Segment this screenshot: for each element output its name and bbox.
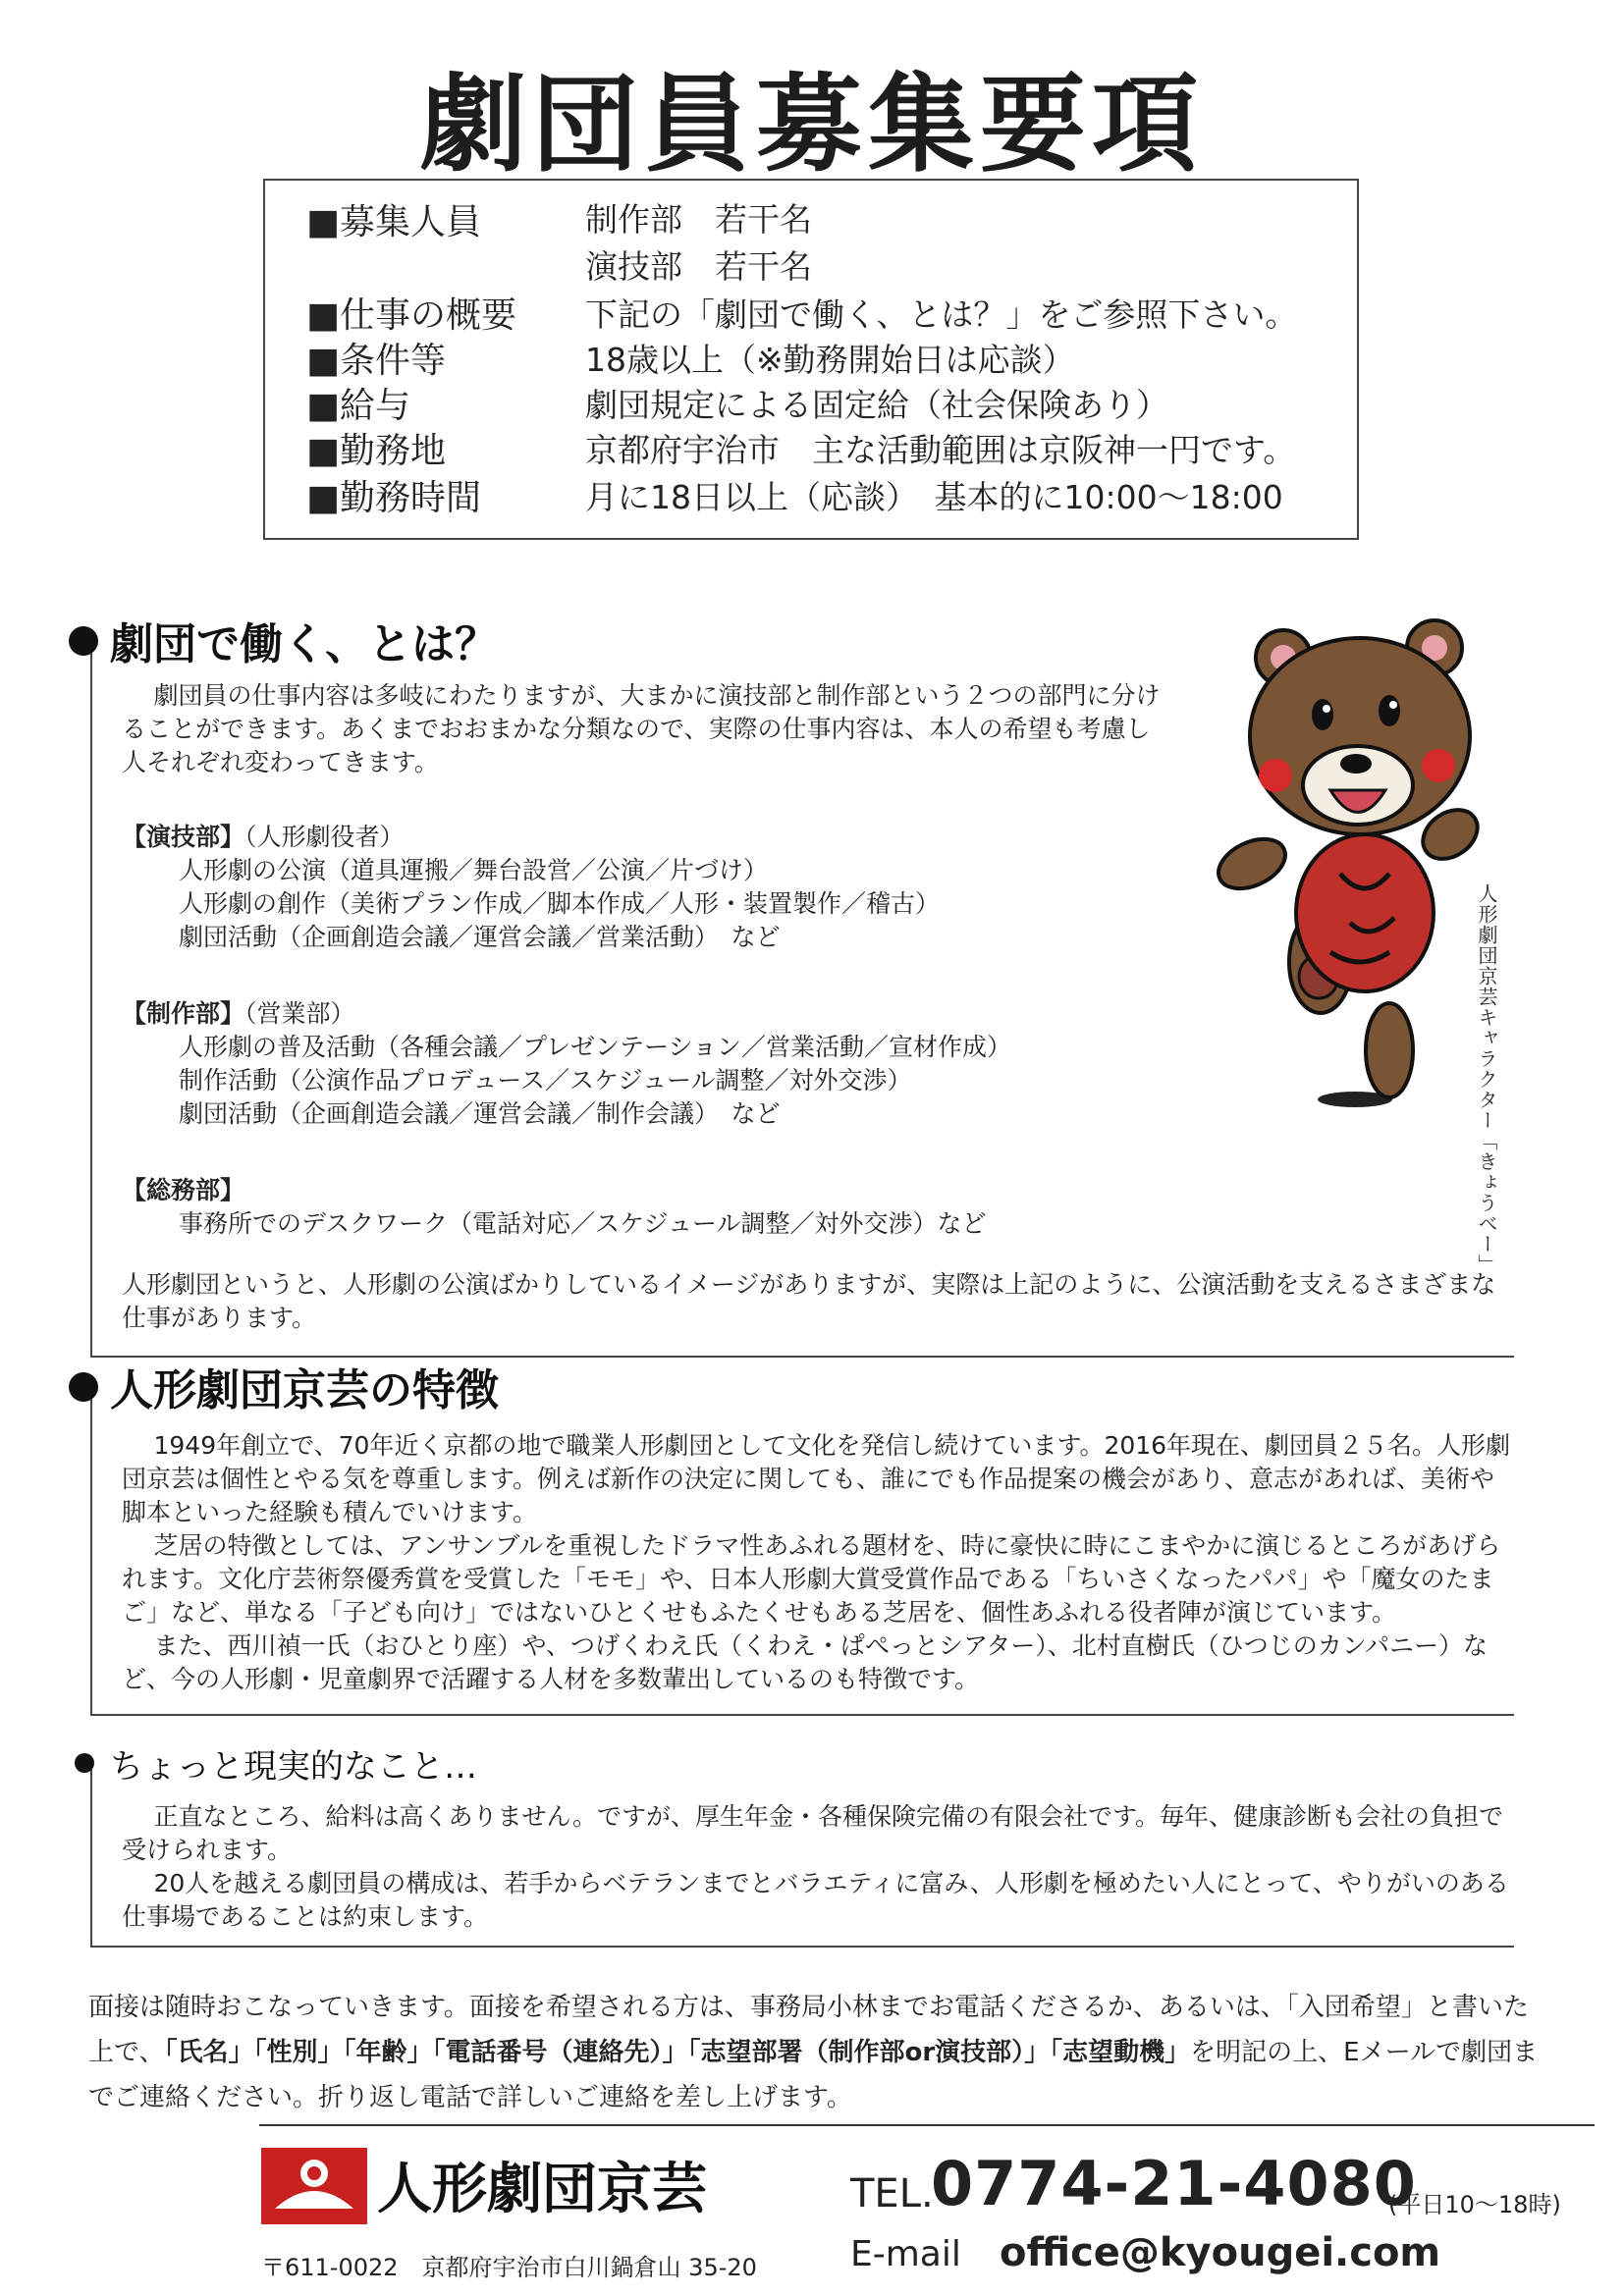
group-production <box>122 997 1163 1131</box>
info-value-conditions: 18歳以上（※勤務開始日は応談） <box>585 341 1075 379</box>
info-value-count-acting: 演技部 若干名 <box>585 247 812 286</box>
mascot-standing-leg <box>1366 1003 1413 1097</box>
group-general-title-row <box>122 1174 1163 1207</box>
application-instructions <box>88 1985 1542 2120</box>
info-label-overview: ■仕事の概要 <box>306 295 517 336</box>
group-acting <box>122 821 1163 954</box>
tel-hours: (平日10〜18時) <box>1388 2191 1561 2218</box>
mascot-left-eye <box>1312 699 1333 730</box>
group-production-item: 人形劇の普及活動（各種会議／プレゼンテーション／営業活動／宣材作成） <box>179 1033 1012 1061</box>
mascot-caption: 人形劇団京芸キャラクター「きょうべー」 <box>1475 883 1498 1275</box>
mascot-left-eye-shine <box>1323 705 1330 713</box>
group-general-item: 事務所でのデスクワーク（電話対応／スケジュール調整／対外交渉）など <box>179 1209 987 1238</box>
instructions-required-fields: 「氏名」「性別」「年齢」「電話番号（連絡先）」「志望部署（制作部or演技部）」「志望動機」 <box>164 2038 1191 2067</box>
group-general-title: 【総務部】 <box>122 1176 245 1204</box>
mascot-right-eye <box>1379 695 1400 726</box>
section-work-outro: 人形劇団というと、人形劇の公演ばかりしているイメージがありますが、実際は上記のように、公演活動を支えるさまざまな仕事があります。 <box>122 1270 1496 1332</box>
section-work-intro <box>122 679 1163 779</box>
group-general-affairs <box>122 1174 1163 1241</box>
info-label-count: ■募集人員 <box>306 202 482 242</box>
instructions-part2: を明記の上、Eメールで劇団までご連絡ください。折り返し電話で詳しいご連絡を差し上げます。 <box>88 2038 1539 2112</box>
email-address[interactable]: office@kyougei.com <box>1000 2230 1441 2275</box>
info-value-hours: 月に18日以上（応談） 基本的に10:00〜18:00 <box>585 478 1283 516</box>
group-acting-item: 劇団活動（企画創造会議／運営会議／営業活動） など <box>179 923 781 951</box>
section-features-paragraph: 芝居の特徴としては、アンサンブルを重視したドラマ性あふれる題材を、時に豪快に時にこまやかに演じるところがあげられます。文化庁芸術祭優秀賞を受賞した「モモ」や、日本人形劇大賞受賞作品である「ちいさくなったパパ」や「魔女のたまご」など、単なる「子ども向け」ではないひとくせもふたくせもある芝居を、個性あふれる役者陣が演じています。 <box>122 1531 1501 1627</box>
section-features-paragraph: 1949年創立で、70年近く京都の地で職業人形劇団として文化を発信し続けています。2016年現在、劇団員２５名。人形劇団京芸は個性とやる気を尊重します。例えば新作の決定に関しても、誰にでも作品提案の機会があり、意志があれば、美術や脚本といった経験も積んでいけます。 <box>122 1431 1511 1526</box>
logo-red-dot <box>307 2166 321 2180</box>
section-reality-paragraph: 正直なところ、給料は高くありません。ですが、厚生年金・各種保険完備の有限会社です。毎年、健康診断も会社の負担で受けられます。 <box>122 1802 1504 1864</box>
mascot-right-eye-shine <box>1389 701 1397 709</box>
mascot-illustration <box>1193 589 1566 1119</box>
tel-number: 0774-21-4080 <box>931 2148 1417 2219</box>
group-production-item: 制作活動（公演作品プロデュース／スケジュール調整／対外交渉） <box>179 1066 912 1095</box>
footer-divider <box>259 2124 1595 2126</box>
info-value-count-production: 制作部 若干名 <box>585 200 812 239</box>
org-logo-icon <box>261 2148 367 2224</box>
info-label-hours: ■勤務時間 <box>306 478 482 518</box>
page-title: 劇団員募集要項 <box>419 64 1204 187</box>
mascot-left-cheek <box>1259 759 1292 792</box>
group-acting-item: 人形劇の創作（美術プラン作成／脚本作成／人形・装置製作／稽古） <box>179 889 941 918</box>
group-acting-title-row <box>122 821 1163 854</box>
mascot-body <box>1296 834 1434 991</box>
bullet-dot-icon <box>75 1753 94 1773</box>
section-reality-heading: ちょっと現実的なこと… <box>110 1747 477 1787</box>
group-acting-item: 人形劇の公演（道具運搬／舞台設営／公演／片づけ） <box>179 856 769 884</box>
group-production-title-row <box>122 997 1163 1031</box>
info-label-conditions: ■条件等 <box>306 341 447 381</box>
section-features-heading: 人形劇団京芸の特徴 <box>110 1365 499 1415</box>
group-acting-title: 【演技部】 <box>122 823 245 851</box>
section-features-body <box>122 1429 1516 1696</box>
group-production-sub: （営業部） <box>244 999 355 1028</box>
group-production-item: 劇団活動（企画創造会議／運営会議／制作会議） など <box>179 1099 781 1128</box>
section-work-intro-text: 劇団員の仕事内容は多岐にわたりますが、大まかに演技部と制作部という２つの部門に分けることができます。あくまでおおまかな分類なので、実際の仕事内容は、本人の希望も考慮し人それぞれ変わってきます。 <box>122 681 1161 776</box>
mascot-right-cheek <box>1422 749 1455 782</box>
section-work-heading: 劇団で働く、とは？ <box>110 619 499 669</box>
tel-label: TEL. <box>850 2171 934 2216</box>
bullet-dot-icon <box>69 626 98 656</box>
org-name: 人形劇団京芸 <box>377 2158 707 2221</box>
mascot-nose <box>1340 754 1372 774</box>
section-reality-paragraph: 20人を越える劇団員の構成は、若手からベテランまでとバラエティに富み、人形劇を極めたい人にとって、やりがいのある仕事場であることは約束します。 <box>122 1869 1509 1931</box>
section-reality-body <box>122 1800 1516 1934</box>
org-address: 〒611-0022 京都府宇治市白川鍋倉山 35-20 <box>261 2254 757 2281</box>
instructions-part1: 面接は随時おこなっていきます。面接を希望される方は、事務局小林までお電話くださるか、あるいは、「入団希望」と書いた上で、 <box>88 1993 1529 2067</box>
info-value-salary: 劇団規定による固定給（社会保険あり） <box>585 386 1168 424</box>
section-features-paragraph: また、西川禎一氏（おひとり座）や、つげくわえ氏（くわえ・ぱぺっとシアター）、北村直樹氏（ひつじのカンパニー）など、今の人形劇・児童劇界で活躍する人材を多数輩出しているのも特徴です。 <box>122 1631 1489 1693</box>
info-value-location: 京都府宇治市 主な活動範囲は京阪神一円です。 <box>585 431 1296 469</box>
bullet-dot-icon <box>69 1372 98 1402</box>
group-acting-sub: （人形劇役者） <box>244 823 405 851</box>
info-label-salary: ■給与 <box>306 386 411 426</box>
group-production-title: 【制作部】 <box>122 999 245 1028</box>
email-label: E-mail <box>850 2234 961 2274</box>
info-label-location: ■勤務地 <box>306 431 447 471</box>
info-value-overview: 下記の「劇団で働く、とは？」をご参照下さい。 <box>585 295 1298 334</box>
mascot-left-arm <box>1211 829 1293 898</box>
